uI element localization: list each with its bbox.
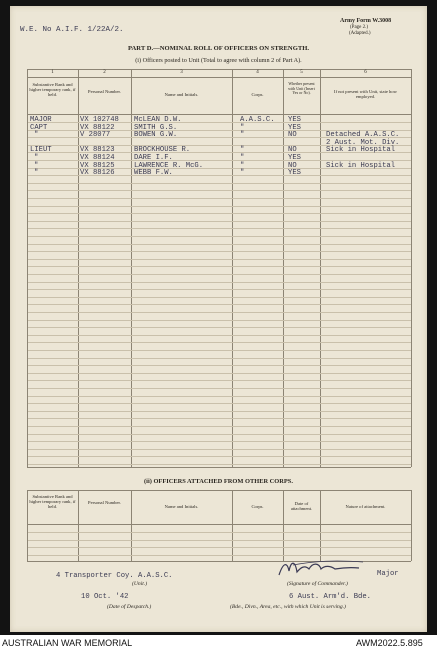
cell-corps: A.A.S.C. <box>240 116 275 124</box>
archive-footer <box>0 635 437 653</box>
ruled-line <box>28 449 411 450</box>
ruled-line <box>28 358 411 359</box>
header-rank: Substantive Rank and higher temporary rank, if held. <box>29 82 76 98</box>
cell-rank: " <box>34 169 39 178</box>
ruled-line <box>28 464 411 465</box>
ruled-line <box>28 327 411 328</box>
ruled-line <box>28 403 411 404</box>
col-number-1: 1 <box>51 70 54 75</box>
brigade-caption: (Bde., Divn., Area, etc., with which Unit is serving.) <box>230 604 346 610</box>
cell-rank: LIEUT <box>30 146 52 155</box>
col-number-2: 2 <box>103 70 106 75</box>
cell-corps: " <box>240 123 245 132</box>
header-present: Whether present with Unit (Insert Yes or No). <box>288 81 315 96</box>
ruled-line <box>28 221 411 222</box>
ruled-line <box>28 365 411 366</box>
section-subtitle: (i) Officers posted to Unit (Total to agree with column 2 of Part A). <box>135 57 302 64</box>
ruled-line <box>28 335 411 336</box>
cell-rank: MAJOR <box>30 116 52 124</box>
ruled-line <box>28 396 411 397</box>
cell-number: VX 88122 <box>80 123 115 132</box>
ruled-line <box>28 411 411 412</box>
ruled-line <box>28 206 411 207</box>
ruled-line <box>28 373 411 374</box>
cell-name: BOWEN G.W. <box>134 131 178 140</box>
ruled-line <box>28 259 411 260</box>
army-form-number: Army Form W.3008 <box>340 18 392 24</box>
page-number: (Page 2.) <box>350 25 369 30</box>
ruled-line <box>28 266 411 267</box>
ruled-line <box>28 388 411 389</box>
col-number-3: 3 <box>180 70 183 75</box>
ruled-line <box>28 555 411 556</box>
ruled-line <box>28 547 411 548</box>
cell-number: VX 88125 <box>80 161 115 170</box>
cell-number: V 28077 <box>80 131 111 140</box>
cell-name: SMITH G.S. <box>134 123 178 132</box>
ruled-line <box>28 434 411 435</box>
archive-name: AUSTRALIAN WAR MEMORIAL <box>2 638 133 648</box>
ruled-line <box>28 282 411 283</box>
cell-corps: " <box>240 131 245 140</box>
attached-header-rank: Substantive Rank and higher temporary rank, if held. <box>29 494 76 510</box>
ruled-line <box>28 532 411 533</box>
cell-number: VX 88126 <box>80 169 115 178</box>
attached-header-name: Name and Initials. <box>164 504 199 509</box>
document-page <box>10 6 427 632</box>
col-number-5: 5 <box>300 70 303 75</box>
cell-number: VX 88124 <box>80 154 115 162</box>
cell-employed: Sick in Hospital <box>326 161 396 170</box>
cell-corps: " <box>240 169 245 178</box>
ruled-line <box>28 244 411 245</box>
commander-signature <box>275 557 375 579</box>
cell-rank: " <box>34 131 39 140</box>
commander-rank: Major <box>377 570 399 578</box>
date-caption: (Date of Despatch.) <box>107 604 152 610</box>
header-personal-number: Personal Number. <box>88 89 121 94</box>
ruled-line <box>28 380 411 381</box>
header-name: Name and Initials. <box>164 92 199 97</box>
cell-number: VX 102748 <box>80 116 119 124</box>
brigade-name: 6 Aust. Arm'd. Bde. <box>289 593 371 601</box>
cell-name: BROCKHOUSE R. <box>134 146 191 155</box>
cell-present: NO <box>288 146 297 155</box>
ruled-line <box>28 456 411 457</box>
header-corps: Corps. <box>251 92 264 97</box>
col-number-4: 4 <box>256 70 259 75</box>
ruled-line <box>28 190 411 191</box>
ruled-line <box>28 342 411 343</box>
despatch-date: 10 Oct. '42 <box>81 593 129 601</box>
ruled-line <box>28 274 411 275</box>
unit-caption: (Unit.) <box>132 581 148 587</box>
attached-header-date: Date of attachment. <box>290 501 313 512</box>
cell-present: NO <box>288 161 297 170</box>
ruled-line <box>28 540 411 541</box>
cell-employed: Sick in Hospital <box>326 146 396 155</box>
attached-header-number: Personal Number. <box>88 500 121 505</box>
cell-rank: " <box>34 154 39 162</box>
cell-employed: 2 Aust. Mot. Div. <box>326 138 400 147</box>
ruled-line <box>28 289 411 290</box>
cell-rank: " <box>34 161 39 170</box>
unit-name: 4 Transporter Coy. A.A.S.C. <box>56 572 173 580</box>
adapted-note: (Adapted.) <box>349 31 371 36</box>
cell-number: VX 88123 <box>80 146 115 155</box>
ruled-line <box>28 350 411 351</box>
ruled-line <box>28 198 411 199</box>
cell-present: YES <box>288 169 301 178</box>
part-title: PART D.—NOMINAL ROLL OF OFFICERS ON STRENGTH. <box>128 45 309 52</box>
cell-corps: " <box>240 161 245 170</box>
archive-reference: AWM2022.5.895 <box>356 638 423 648</box>
ruled-line <box>28 183 411 184</box>
ruled-line <box>28 228 411 229</box>
cell-name: WEBB F.W. <box>134 169 173 178</box>
header-employed: If not present with Unit, state how employed. <box>334 89 397 100</box>
attached-header-nature: Nature of attachment. <box>345 504 386 509</box>
ruled-line <box>28 304 411 305</box>
ruled-line <box>28 312 411 313</box>
cell-employed: Detached A.A.S.C. <box>326 131 400 140</box>
cell-name: LAWRENCE R. McG. <box>134 161 204 170</box>
ruled-line <box>28 236 411 237</box>
col-number-6: 6 <box>364 70 367 75</box>
ruled-line <box>28 418 411 419</box>
ruled-line <box>28 426 411 427</box>
cell-corps: " <box>240 146 245 155</box>
signature-caption: (Signature of Commander.) <box>287 581 348 587</box>
form-reference: W.E. No A.I.F. 1/22A/2. <box>20 26 124 34</box>
cell-present: NO <box>288 131 297 140</box>
attached-officers-title: (ii) OFFICERS ATTACHED FROM OTHER CORPS. <box>144 478 293 485</box>
cell-name: DARE I.F. <box>134 154 173 162</box>
attached-header-corps: Corps. <box>251 504 264 509</box>
ruled-line <box>28 320 411 321</box>
ruled-line <box>28 441 411 442</box>
cell-present: YES <box>288 123 301 132</box>
cell-rank: CAPT <box>30 123 48 132</box>
cell-corps: " <box>240 154 245 162</box>
cell-name: McLEAN D.W. <box>134 116 182 124</box>
ruled-line <box>28 213 411 214</box>
cell-present: YES <box>288 116 301 124</box>
ruled-line <box>28 297 411 298</box>
ruled-line <box>28 251 411 252</box>
cell-present: YES <box>288 154 301 162</box>
